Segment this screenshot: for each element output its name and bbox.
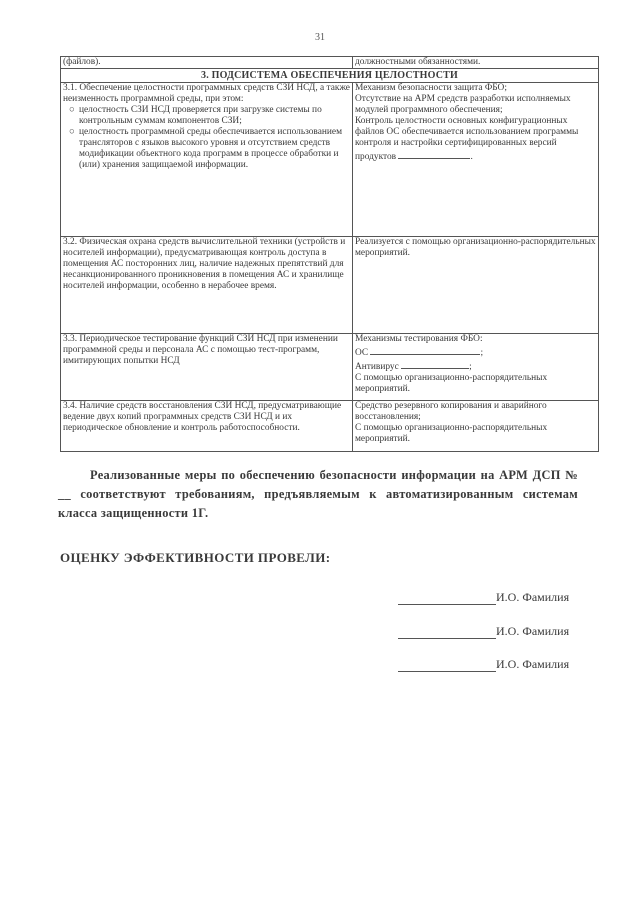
table-row — [61, 83, 599, 237]
table-cell: (файлов). — [61, 57, 353, 69]
signer-name: И.О. Фамилия — [496, 657, 570, 671]
integrity-table — [60, 56, 598, 452]
requirement-cell: 3.2. Физическая охрана средств вычислительной техники (устройств и носителей информации), предусматривающая контроль доступа в помещения АС посторонних лиц, наличие надежных препятствий для несанкционированного проникновения в помещения АС и хранилище носителей информации, особенно в нерабочее время. — [61, 237, 353, 334]
table-row — [61, 334, 599, 401]
signature-blank — [398, 626, 496, 639]
page-number: 31 — [315, 32, 325, 43]
implementation-cell — [353, 334, 599, 401]
implementation-line: С помощью организационно-распорядительных мероприятий. — [355, 373, 548, 394]
requirement-cell — [61, 83, 353, 237]
requirement-bullets — [63, 105, 350, 171]
implementation-cell — [353, 401, 599, 452]
signature-blank — [398, 592, 496, 605]
implementation-line: ОС ; — [355, 345, 596, 359]
implementation-line: Механизм безопасности защита ФБО; — [355, 83, 507, 93]
bullet-text: целостность программной среды обеспечивается использованием трансляторов с языков высокого уровня и отсутствием средств модификации объектного кода программ в процессе обработки и (или) хранения защищаемой информации. — [79, 127, 343, 170]
implementation-cell: Реализуется с помощью организационно-распорядительных мероприятий. — [353, 237, 599, 334]
section-heading-row — [61, 69, 599, 83]
implementation-line: Средство резервного копирования и аварийного восстановления; — [355, 401, 547, 422]
list-item — [63, 127, 350, 171]
implementation-cell — [353, 83, 599, 237]
signature-blank — [398, 659, 496, 672]
table-cell: должностными обязанностями. — [353, 57, 599, 69]
signature-line — [398, 590, 569, 605]
list-item — [63, 105, 350, 127]
requirement-cell: 3.4. Наличие средств восстановления СЗИ НСД, предусматривающие ведение двух копий программных средств СЗИ НСД и их периодическое обновление и контроль работоспособности. — [61, 401, 353, 452]
implementation-line: Механизмы тестирования ФБО: — [355, 334, 483, 344]
blank-field — [398, 149, 470, 159]
requirement-cell: 3.3. Периодическое тестирование функций СЗИ НСД при изменении программной среды и персонала АС с помощью тест-программ, имитирующих попытки НСД — [61, 334, 353, 401]
requirement-text: 3.1. Обеспечение целостности программных средств СЗИ НСД, а также неизменность программной среды, при этом: — [63, 83, 350, 104]
blank-field — [401, 359, 469, 369]
table-row — [61, 57, 599, 69]
evaluation-heading: ОЦЕНКУ ЭФФЕКТИВНОСТИ ПРОВЕЛИ: — [60, 550, 331, 565]
blank-field — [370, 345, 480, 355]
signature-line — [398, 657, 569, 672]
bullet-icon: ○ — [69, 105, 75, 115]
signer-name: И.О. Фамилия — [496, 590, 570, 604]
conclusion-paragraph: Реализованные меры по обеспечению безопасности информации на АРМ ДСП № __ соответствуют требованиям, предъявляемым к автоматизированным системам класса защищенности 1Г. — [58, 468, 578, 520]
implementation-line: Отсутствие на АРМ средств разработки исполняемых модулей программного обеспечения; — [355, 94, 571, 115]
table-row — [61, 237, 599, 334]
implementation-line: С помощью организационно-распорядительных мероприятий. — [355, 423, 548, 444]
table-row — [61, 401, 599, 452]
section-title: 3. ПОДСИСТЕМА ОБЕСПЕЧЕНИЯ ЦЕЛОСТНОСТИ — [61, 69, 599, 83]
implementation-line: Контроль целостности основных конфигурационных файлов ОС обеспечивается использованием программы контроля и настройки сертифицированных версий продуктов . — [355, 116, 579, 162]
implementation-line: Антивирус ; — [355, 359, 596, 373]
signature-line — [398, 624, 569, 639]
bullet-text: целостность СЗИ НСД проверяется при загрузке системы по контрольным суммам компонентов СЗИ; — [79, 105, 322, 126]
bullet-icon: ○ — [69, 127, 75, 137]
signer-name: И.О. Фамилия — [496, 624, 570, 638]
